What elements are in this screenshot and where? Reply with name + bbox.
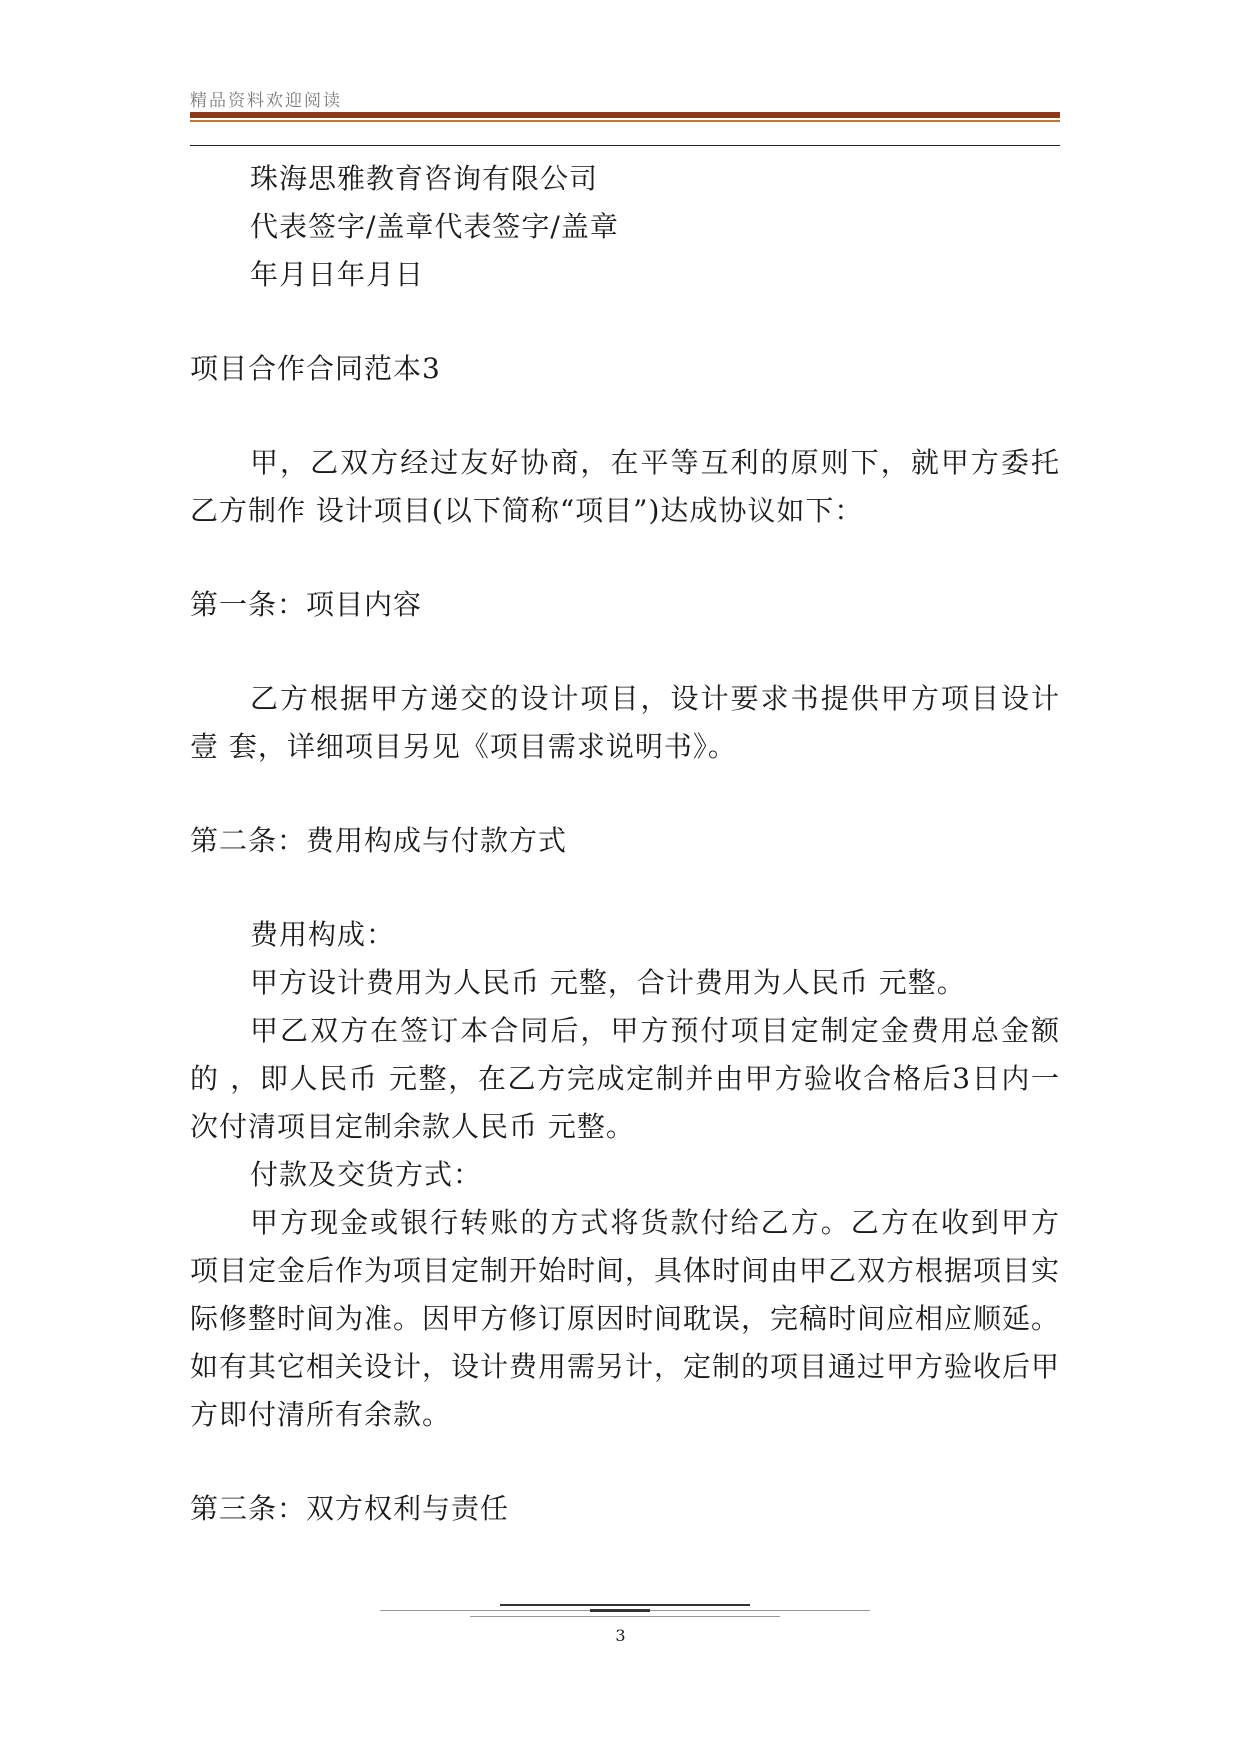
- header-rule-thin: [190, 145, 1060, 146]
- signature-line: 代表签字/盖章代表签字/盖章: [250, 210, 619, 243]
- footer-rule: [380, 1604, 870, 1624]
- payment-label: 付款及交货方式：: [250, 1158, 483, 1191]
- document-body: [190, 155, 1060, 1533]
- cost-paragraph: 甲方设计费用为人民币 元整，合计费用为人民币 元整。: [250, 966, 966, 999]
- document-title: 项目合作合同范本3: [190, 352, 441, 385]
- header-rule-accent: [190, 120, 1060, 122]
- article-2-heading: 第二条：费用构成与付款方式: [190, 824, 568, 857]
- article-1-heading: 第一条：项目内容: [190, 588, 423, 621]
- article-1-paragraph: 乙方根据甲方递交的设计项目，设计要求书提供甲方项目设计壹 套，详细项目另见《项目需求说明书》。: [190, 682, 1060, 763]
- page-number: 3: [615, 1626, 626, 1645]
- article-3-heading: 第三条：双方权利与责任: [190, 1492, 510, 1525]
- payment-paragraph: 甲方现金或银行转账的方式将货款付给乙方。乙方在收到甲方项目定金后作为项目定制开始时间，具体时间由甲乙双方根据项目实际修整时间为准。因甲方修订原因时间耽误，完稿时间应相应顺延。如有其它相关设计，设计费用需另计，定制的项目通过甲方验收后甲方即付清所有余款。: [190, 1206, 1061, 1431]
- cost-label: 费用构成：: [250, 918, 396, 951]
- intro-paragraph: 甲，乙双方经过友好协商，在平等互利的原则下，就甲方委托乙方制作 设计项目(以下简称“项目”)达成协议如下：: [190, 446, 1060, 527]
- signature-date: 年月日年月日: [250, 258, 425, 291]
- running-header: 精品资料欢迎阅读: [190, 91, 342, 111]
- prepay-paragraph: 甲乙双方在签订本合同后，甲方预付项目定制定金费用总金额的 ，即人民币 元整，在乙方完成定制并由甲方验收合格后3日内一次付清项目定制余款人民币 元整。: [190, 1014, 1060, 1143]
- header-rule-thick: [190, 112, 1060, 118]
- signature-company: 珠海思雅教育咨询有限公司: [250, 162, 599, 195]
